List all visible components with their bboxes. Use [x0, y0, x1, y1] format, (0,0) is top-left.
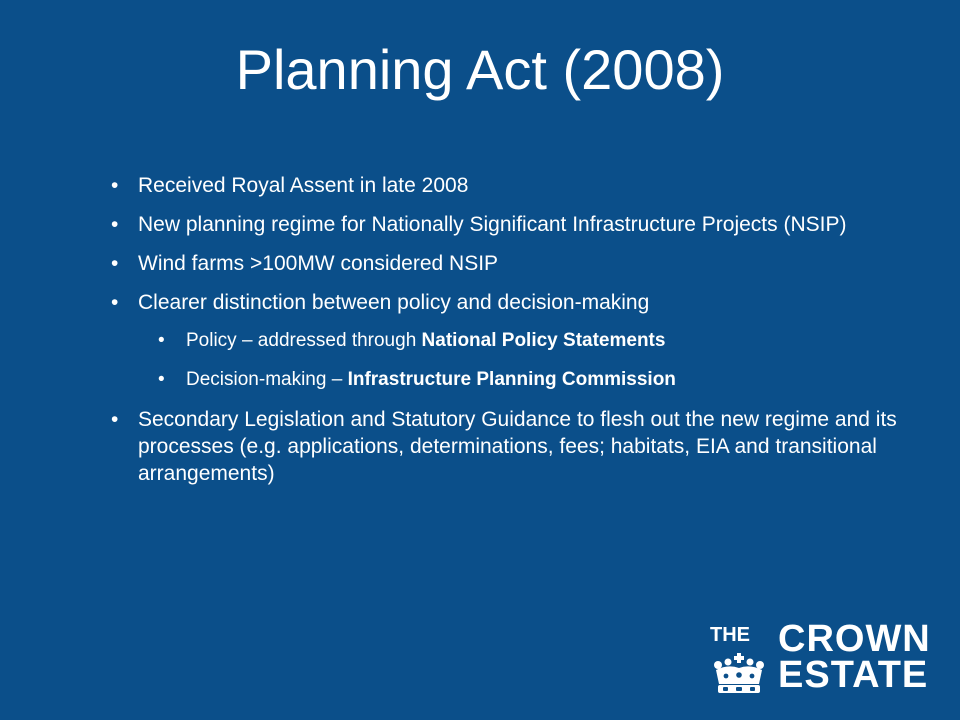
bullet-item: • Clearer distinction between policy and decision-making	[108, 289, 908, 316]
crown-icon	[710, 652, 770, 696]
bullet-item: • New planning regime for Nationally Significant Infrastructure Projects (NSIP)	[108, 211, 908, 238]
sub-bullet-item	[158, 367, 908, 393]
sub-bullet-text: Decision-making –	[186, 369, 348, 390]
bullet-item: • Received Royal Assent in late 2008	[108, 172, 908, 199]
crown-estate-logo	[706, 618, 931, 696]
slide-title: Planning Act (2008)	[235, 38, 725, 101]
bullet-list	[108, 172, 908, 499]
sub-bullet-item	[158, 328, 908, 354]
logo-the: THE	[710, 624, 750, 646]
logo-estate: ESTATE	[778, 654, 929, 696]
sub-bullet-bold: National Policy Statements	[421, 330, 666, 351]
bullet-item: • Secondary Legislation and Statutory Guidance to flesh out the new regime and its processes (e.g. applications, determinations, fees; habitats, EIA and transitional arrangements)	[108, 406, 908, 487]
sub-bullet-bold: Infrastructure Planning Commission	[347, 369, 676, 390]
bullet-item: • Wind farms >100MW considered NSIP	[108, 250, 908, 277]
sub-bullet-text: Policy – addressed through	[186, 330, 422, 351]
logo-crown: CROWN	[778, 618, 931, 660]
